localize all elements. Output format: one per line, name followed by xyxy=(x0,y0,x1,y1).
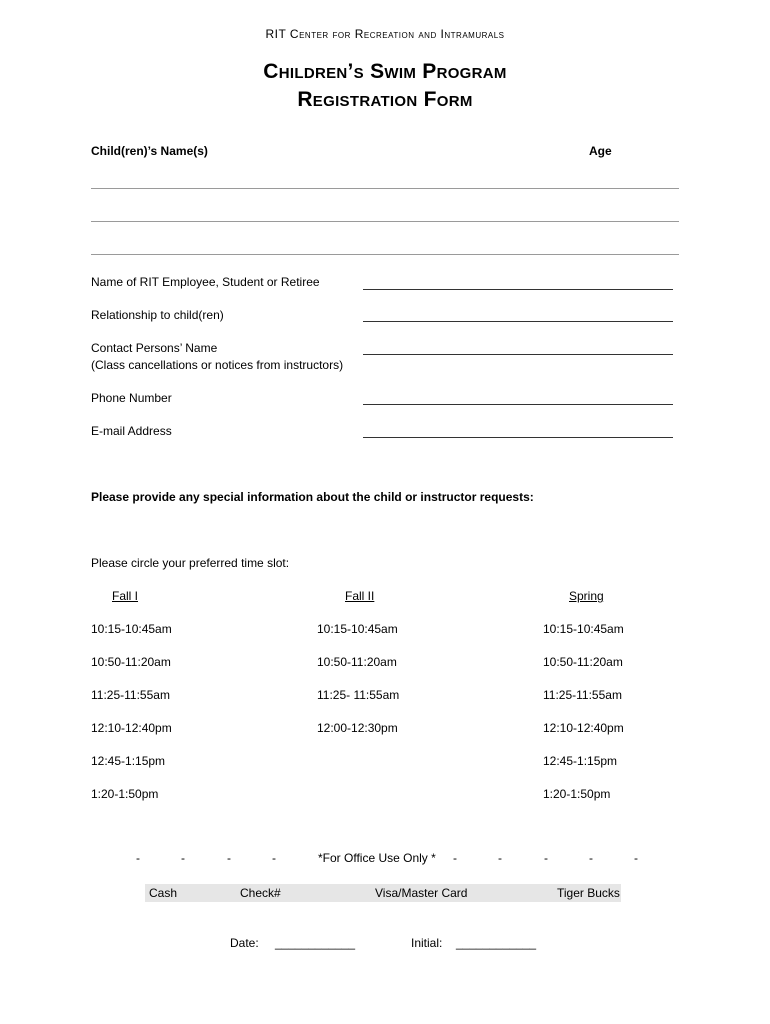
payment-cash[interactable]: Cash xyxy=(149,886,178,900)
spring-slot[interactable]: 1:20-1:50pm xyxy=(543,787,611,801)
child-name-line-2[interactable] xyxy=(91,221,679,222)
email-label: E-mail Address xyxy=(91,424,172,438)
children-name-label: Child(ren)’s Name(s) xyxy=(91,144,208,158)
office-dash: - xyxy=(498,851,502,865)
office-dash: - xyxy=(181,851,185,865)
form-title-line2: Registration Form xyxy=(297,88,473,111)
fall1-slot[interactable]: 10:15-10:45am xyxy=(91,622,172,636)
email-field[interactable] xyxy=(363,437,673,438)
relationship-label: Relationship to child(ren) xyxy=(91,308,224,322)
date-field[interactable]: ____________ xyxy=(275,936,356,950)
phone-field[interactable] xyxy=(363,404,673,405)
fall1-slot[interactable]: 11:25-11:55am xyxy=(91,688,170,702)
time-slot-prompt: Please circle your preferred time slot: xyxy=(91,556,290,570)
age-label: Age xyxy=(589,144,612,158)
spring-slot[interactable]: 10:15-10:45am xyxy=(543,622,624,636)
office-use-heading: *For Office Use Only * xyxy=(318,851,436,865)
phone-label: Phone Number xyxy=(91,391,172,405)
payment-check[interactable]: Check# xyxy=(240,886,281,900)
office-dash: - xyxy=(136,851,140,865)
fall1-heading: Fall I xyxy=(112,589,139,603)
fall2-slot[interactable]: 10:15-10:45am xyxy=(317,622,398,636)
spring-slot[interactable]: 11:25-11:55am xyxy=(543,688,622,702)
initial-field[interactable]: ____________ xyxy=(456,936,537,950)
employee-field[interactable] xyxy=(363,289,673,290)
fall1-slot[interactable]: 1:20-1:50pm xyxy=(91,787,159,801)
fall1-slot[interactable]: 12:45-1:15pm xyxy=(91,754,166,768)
employee-label: Name of RIT Employee, Student or Retiree xyxy=(91,275,320,289)
fall2-heading: Fall II xyxy=(345,589,375,603)
office-dash: - xyxy=(589,851,593,865)
relationship-field[interactable] xyxy=(363,321,673,322)
child-name-line-1[interactable] xyxy=(91,188,679,189)
contact-label: Contact Persons’ Name xyxy=(91,341,218,355)
form-title xyxy=(0,58,770,114)
child-name-line-3[interactable] xyxy=(91,254,679,255)
fall2-slot[interactable]: 10:50-11:20am xyxy=(317,655,397,669)
payment-visa[interactable]: Visa/Master Card xyxy=(375,886,468,900)
payment-tiger-bucks[interactable]: Tiger Bucks xyxy=(557,886,620,900)
contact-note: (Class cancellations or notices from instructors) xyxy=(91,358,344,372)
office-dash: - xyxy=(272,851,276,865)
fall1-slot[interactable]: 12:10-12:40pm xyxy=(91,721,172,735)
special-info-label: Please provide any special information about the child or instructor requests: xyxy=(91,490,534,504)
office-dash: - xyxy=(227,851,231,865)
fall2-slot[interactable]: 12:00-12:30pm xyxy=(317,721,398,735)
fall2-slot[interactable]: 11:25- 11:55am xyxy=(317,688,400,702)
spring-heading: Spring xyxy=(569,589,604,603)
organization-name: RIT Center for Recreation and Intramurals xyxy=(265,27,505,41)
spring-slot[interactable]: 10:50-11:20am xyxy=(543,655,623,669)
spring-slot[interactable]: 12:45-1:15pm xyxy=(543,754,618,768)
date-label: Date: xyxy=(230,936,259,950)
initial-label: Initial: xyxy=(411,936,443,950)
contact-field[interactable] xyxy=(363,354,673,355)
form-title-line1: Children’s Swim Program xyxy=(263,60,507,83)
office-dash: - xyxy=(453,851,457,865)
spring-slot[interactable]: 12:10-12:40pm xyxy=(543,721,624,735)
office-dash: - xyxy=(544,851,548,865)
office-dash: - xyxy=(634,851,638,865)
fall1-slot[interactable]: 10:50-11:20am xyxy=(91,655,171,669)
